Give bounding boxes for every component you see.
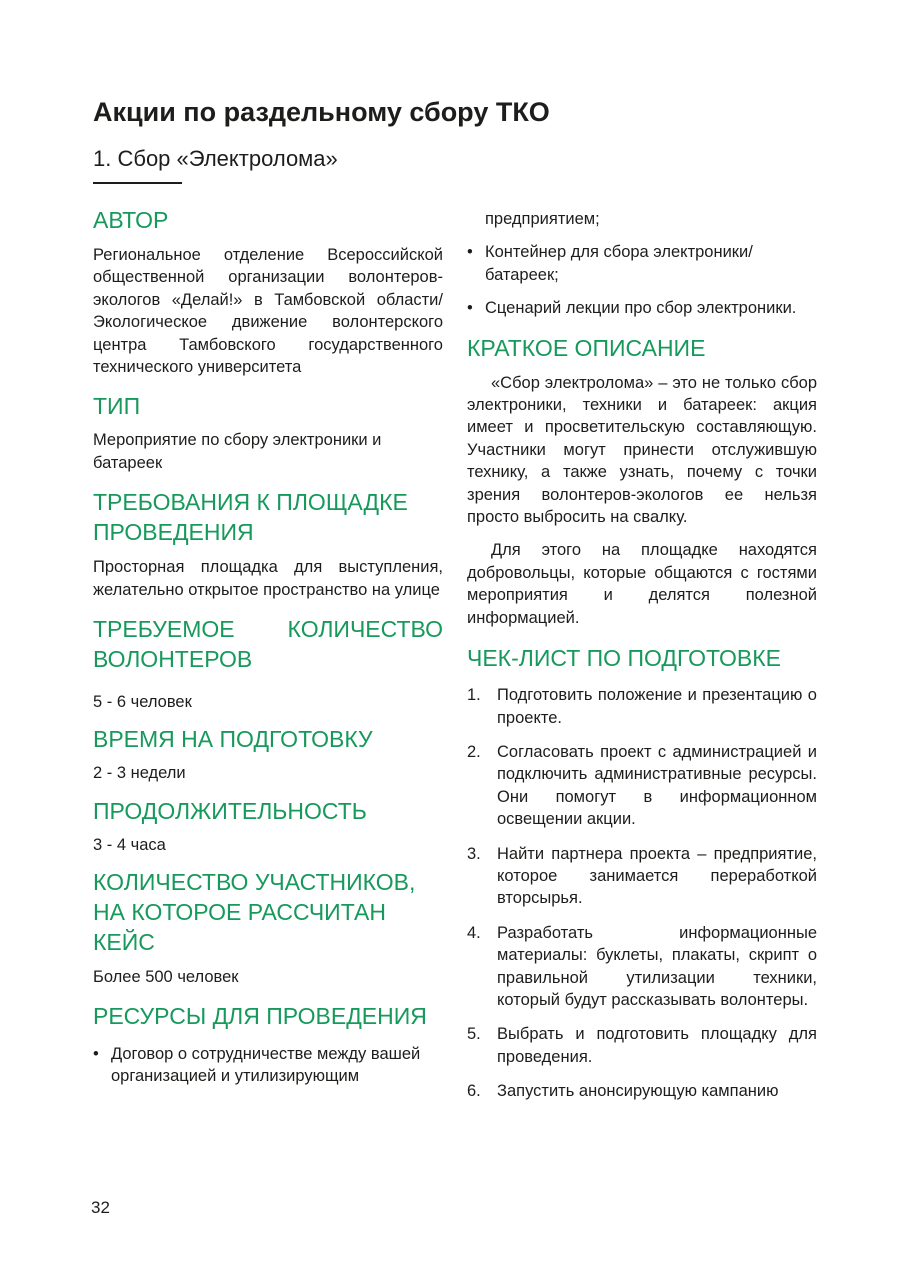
participants-heading: КОЛИЧЕСТВО УЧАСТНИКОВ, НА КОТОРОЕ РАССЧИТАН КЕЙС — [93, 869, 416, 956]
prep-time-text: 2 - 3 недели — [93, 764, 186, 783]
list-item: • Договор о сотрудничестве между вашей организацией и утилизирующим — [93, 1044, 421, 1086]
prep-time-heading: ВРЕМЯ НА ПОДГОТОВКУ — [93, 726, 373, 753]
bullet-icon: • — [467, 243, 473, 262]
author-heading: АВТОР — [93, 207, 169, 233]
resources-list-right — [467, 241, 817, 319]
duration-text: 3 - 4 часа — [93, 835, 166, 854]
checklist-item: 4. Разработать информационные материалы: буклеты, плакаты, скрипт о правильной утилизации техники, который будут рассказывать волонтеры. — [467, 923, 817, 1009]
bullet-icon: • — [467, 299, 473, 318]
page-number: 32 — [91, 1198, 110, 1217]
checklist-item: 5. Выбрать и подготовить площадку для проведения. — [467, 1025, 817, 1066]
checklist-item: 6. Запустить анонсирующую кампанию — [467, 1082, 779, 1101]
resources-list-left — [93, 1043, 443, 1088]
venue-heading: ТРЕБОВАНИЯ К ПЛОЩАДКЕ ПРОВЕДЕНИЯ — [93, 489, 408, 546]
resources-heading: РЕСУРСЫ ДЛЯ ПРОВЕДЕНИЯ — [93, 1002, 427, 1029]
volunteers-heading: ТРЕБУЕМОЕ КОЛИЧЕСТВО ВОЛОНТЕРОВ — [93, 616, 443, 673]
list-item-continuation: предприятием; — [485, 210, 600, 228]
left-column — [93, 205, 443, 1088]
description-heading: КРАТКОЕ ОПИСАНИЕ — [467, 334, 706, 361]
author-text: Региональное отделение Всероссийской общественной организации волонтеров-экологов «Делай!» в Тамбовской области/Экологическое движение волонтерского центра Тамбовского государственного технического университета — [93, 246, 443, 377]
right-column — [467, 208, 817, 1103]
venue-text: Просторная площадка для выступления, желательно открытое пространство на улице — [93, 558, 443, 599]
checklist-item: 1. Подготовить положение и презентацию о проекте. — [467, 686, 817, 727]
volunteers-text: 5 - 6 человек — [93, 693, 192, 712]
subtitle-underline — [93, 182, 182, 184]
list-item: • Сценарий лекции про сбор электроники. — [467, 297, 817, 319]
checklist-item: 3. Найти партнера проекта – предприятие, которое занимается переработкой вторсырья. — [467, 844, 817, 908]
type-text: Мероприятие по сбору электроники и батареек — [93, 431, 382, 472]
type-heading: ТИП — [93, 393, 141, 420]
list-item: • Контейнер для сбора электроники/ батареек; — [467, 243, 753, 284]
description-paragraph: «Сбор электролома» – это не только сбор электроники, техники и батареек: акция имеет и просветительскую составляющую. Участники могут принести отслужившую технику, а также узнать, почему с точки зрения волонтеров-экологов ее нельзя просто выбросить на свалку. — [467, 373, 817, 527]
participants-text: Более 500 человек — [93, 968, 239, 987]
bullet-icon: • — [93, 1044, 99, 1063]
page-title: Акции по раздельному сбору ТКО — [93, 97, 550, 127]
description-paragraph: Для этого на площадке находятся добровольцы, которые общаются с гостями мероприятия и делятся полезной информацией. — [467, 541, 817, 627]
checklist-item: 2. Согласовать проект с администрацией и подключить административные ресурсы. Они помогут в информационном освещении акции. — [467, 742, 817, 829]
case-subtitle: 1. Сбор «Электролома» — [93, 146, 338, 171]
checklist-heading: ЧЕК-ЛИСТ ПО ПОДГОТОВКЕ — [467, 645, 781, 672]
checklist-list — [467, 684, 817, 1103]
duration-heading: ПРОДОЛЖИТЕЛЬНОСТЬ — [93, 797, 367, 824]
